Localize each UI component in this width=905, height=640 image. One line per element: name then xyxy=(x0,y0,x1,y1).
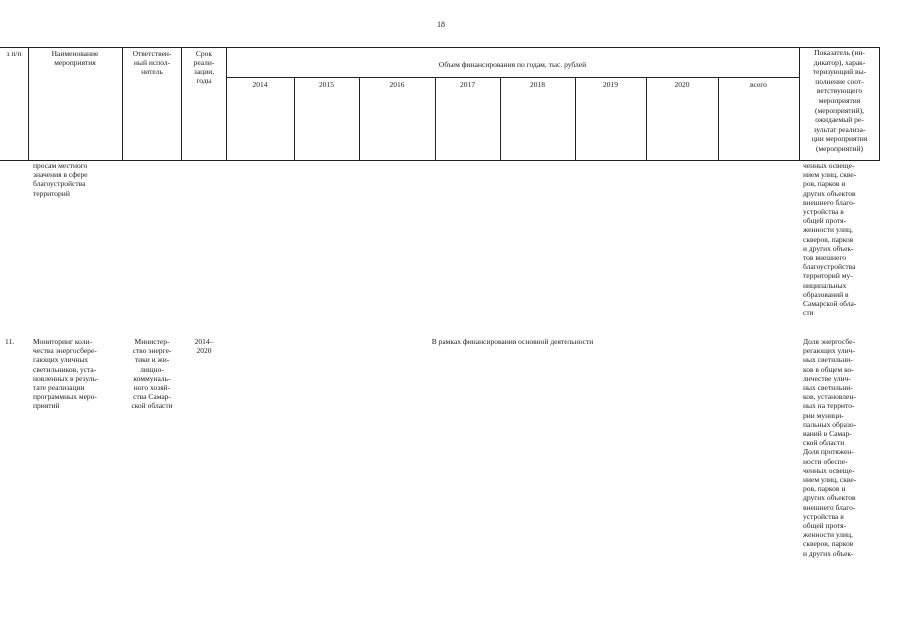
text-line: территорий му- xyxy=(803,271,853,281)
text-line: сти xyxy=(803,308,814,318)
row-indicator-cell xyxy=(803,337,877,558)
text-line: ченных освеще- xyxy=(803,161,855,170)
text-line: личестве улич- xyxy=(803,373,851,383)
header-responsible-line: нитель xyxy=(141,67,163,76)
text-line: устройства в xyxy=(803,511,844,521)
text-line: лищно- xyxy=(140,364,164,374)
year-header-total: всего xyxy=(750,80,767,89)
row-term-cell xyxy=(182,337,226,355)
text-line: тов внешнего xyxy=(803,253,846,263)
text-line: ской области xyxy=(131,401,173,411)
text-line: Самарской обла- xyxy=(803,299,857,309)
header-term xyxy=(182,49,226,85)
header-num: з п/п xyxy=(6,49,22,58)
text-line: ров, парков и xyxy=(803,484,846,494)
row-number: 11. xyxy=(5,337,15,346)
text-line: регающих улич- xyxy=(803,346,855,356)
text-line: пальных образо- xyxy=(803,419,857,429)
text-line: Мониторинг коли- xyxy=(33,337,93,346)
years-top-border xyxy=(226,77,799,78)
header-term-line: годы xyxy=(196,76,212,85)
year-header: 2018 xyxy=(530,80,545,89)
text-line: образований в xyxy=(803,289,849,299)
header-name-line: мероприятия xyxy=(54,58,96,67)
header-indicator-line: мероприятия xyxy=(818,95,861,105)
header-name-line: Наименование xyxy=(51,49,99,58)
header-responsible-line: ный испол- xyxy=(133,58,171,67)
year-divider-4 xyxy=(500,77,501,160)
header-indicator-line: (мероприятий) xyxy=(815,143,864,153)
text-line: ного хозяй- xyxy=(133,383,171,393)
header-bottom-border xyxy=(0,160,880,161)
text-line: ных светильни- xyxy=(803,383,853,393)
text-line: внешнего благо- xyxy=(803,502,856,512)
header-responsible xyxy=(123,49,181,76)
text-line: ков в общем ко- xyxy=(803,364,854,374)
text-line: гающих уличных xyxy=(33,355,89,365)
header-responsible-line: Ответствен- xyxy=(132,49,172,58)
text-line: чества энергосбере- xyxy=(33,346,97,356)
text-line: внешнего благо- xyxy=(803,197,856,207)
text-line: и других объек- xyxy=(803,243,854,253)
text-line: общей протя- xyxy=(803,521,847,531)
text-line: общей протя- xyxy=(803,216,847,226)
text-line: Доля протяжен- xyxy=(803,447,854,457)
text-line: нием улиц, скве- xyxy=(803,170,857,180)
text-line: Министер- xyxy=(134,337,170,346)
year-header: 2019 xyxy=(603,80,618,89)
text-line: скверов, парков xyxy=(803,234,854,244)
row-responsible-cell xyxy=(124,337,180,411)
text-line: приятий xyxy=(33,401,60,411)
text-line: ных светильни- xyxy=(803,355,853,365)
text-line: 2014– xyxy=(194,337,214,346)
table-top-border xyxy=(0,47,880,48)
row-name-cell xyxy=(33,337,118,411)
continued-indicator-cell xyxy=(803,161,877,317)
text-line: благоустройства xyxy=(803,262,856,272)
text-line: тате реализации xyxy=(33,383,85,393)
text-line: скверов, парков xyxy=(803,539,854,549)
text-line: ваний в Самар- xyxy=(803,429,852,439)
text-line: значения в сфере xyxy=(33,170,88,180)
header-indicator-line: полнение соот- xyxy=(815,76,864,86)
header-indicator-line: Показатель (ин- xyxy=(814,48,865,57)
text-line: рии муници- xyxy=(803,410,844,420)
year-divider-3 xyxy=(435,77,436,160)
header-indicator xyxy=(800,48,879,154)
year-divider-7 xyxy=(718,77,719,160)
text-line: ров, парков и xyxy=(803,179,846,189)
text-line: ства Самар- xyxy=(133,392,171,402)
text-line: ской области xyxy=(803,438,845,448)
text-line: ченных освеще- xyxy=(803,465,855,475)
year-header: 2014 xyxy=(252,80,268,89)
header-indicator-line: дикатор), харак- xyxy=(813,57,866,67)
text-line: Доля энергосбе- xyxy=(803,337,855,346)
text-line: ности обеспе- xyxy=(803,456,848,466)
text-line: женности улиц, xyxy=(803,530,853,540)
header-indicator-line: ции мероприятия xyxy=(811,134,868,144)
text-line: устройства в xyxy=(803,207,844,217)
text-line: 2020 xyxy=(196,346,212,356)
header-term-line: зации, xyxy=(193,67,215,76)
year-header: 2016 xyxy=(389,80,405,89)
text-line: программных меро- xyxy=(33,392,97,402)
header-term-line: реали- xyxy=(193,58,215,67)
continued-name-cell xyxy=(33,161,118,198)
text-line: светильников, уста- xyxy=(33,364,97,374)
text-line: ков, установлен- xyxy=(803,392,856,402)
text-line: коммуналь- xyxy=(133,373,171,383)
header-term-line: Срок xyxy=(195,49,213,58)
header-name xyxy=(30,49,120,67)
text-line: нием улиц, скве- xyxy=(803,475,857,485)
header-financing-volume: Объем финансирования по годам, тыс. рублей xyxy=(438,60,587,69)
text-line: территорий xyxy=(33,188,70,198)
financing-note: В рамках финансирования основной деятельности xyxy=(431,337,594,346)
text-line: ство энерге- xyxy=(132,346,172,356)
text-line: других объектов xyxy=(803,188,856,198)
year-header: 2020 xyxy=(674,80,690,89)
year-divider-1 xyxy=(294,77,295,160)
text-line: просам местного xyxy=(33,161,88,170)
header-indicator-line: ветствующего xyxy=(816,86,863,96)
header-indicator-line: теризующий вы- xyxy=(812,67,867,77)
text-line: других объектов xyxy=(803,493,856,503)
text-line: и других объек- xyxy=(803,548,854,558)
header-indicator-line: ожидаемый ре- xyxy=(815,115,864,125)
text-line: ниципальных xyxy=(803,280,847,290)
header-indicator-line: (мероприятий), xyxy=(815,105,864,115)
text-line: ных на террито- xyxy=(803,401,855,411)
year-header: 2015 xyxy=(319,80,334,89)
text-line: благоустройства xyxy=(33,179,86,189)
year-header: 2017 xyxy=(460,80,475,89)
header-indicator-line: зультат реализа- xyxy=(813,124,866,134)
col-divider-1 xyxy=(28,47,29,160)
table-right-border xyxy=(879,47,880,160)
text-line: женности улиц, xyxy=(803,225,853,235)
text-line: новленных в резуль- xyxy=(33,373,99,383)
year-divider-5 xyxy=(575,77,576,160)
year-divider-2 xyxy=(359,77,360,160)
year-divider-6 xyxy=(646,77,647,160)
page-number: 18 xyxy=(437,20,445,29)
text-line: тики и жи- xyxy=(134,355,170,365)
